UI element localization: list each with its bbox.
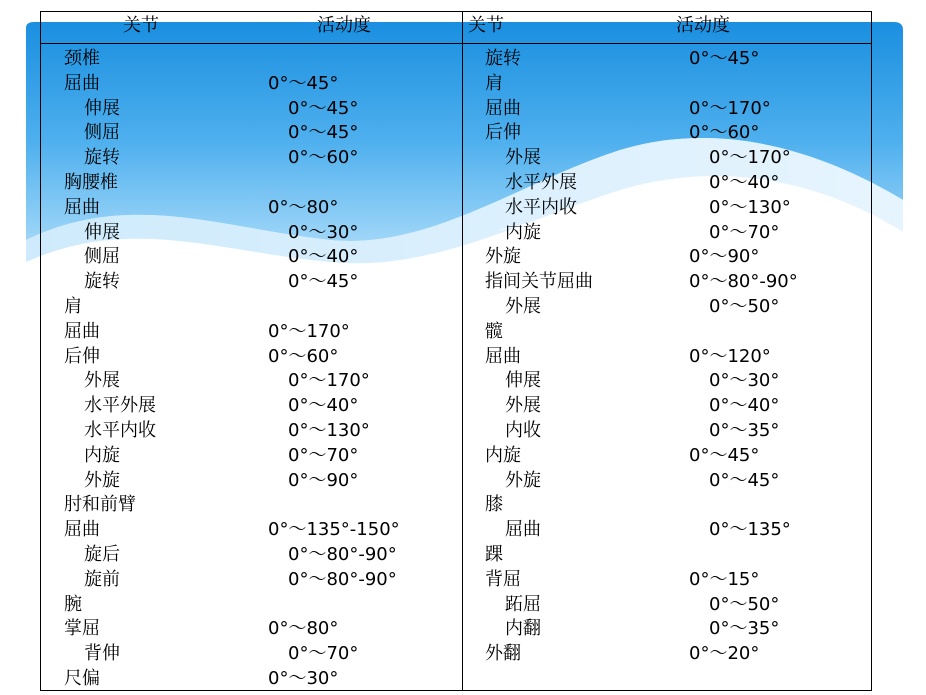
range-of-motion-value: 0°～80° bbox=[268, 618, 339, 640]
range-of-motion-value: 0°～90° bbox=[288, 469, 359, 491]
range-of-motion-value: 0°～45° bbox=[288, 271, 359, 293]
range-of-motion-value: 0°～80°-90° bbox=[288, 544, 397, 565]
range-of-motion-value: 0°～135°-150° bbox=[268, 519, 400, 541]
range-of-motion-value: 0°～50° bbox=[709, 296, 780, 317]
joint-motion-name: 水平内收 bbox=[84, 420, 156, 441]
joint-motion-name: 侧屈 bbox=[84, 246, 120, 268]
joint-motion-name: 肩 bbox=[64, 296, 82, 317]
joint-motion-name: 屈曲 bbox=[485, 345, 521, 367]
joint-motion-name: 水平外展 bbox=[84, 395, 156, 417]
range-of-motion-value: 0°～130° bbox=[709, 196, 791, 218]
joint-motion-name: 掌屈 bbox=[64, 618, 100, 640]
joint-motion-name: 髋 bbox=[485, 320, 503, 342]
range-of-motion-value: 0°～45° bbox=[709, 469, 780, 491]
joint-motion-name: 腕 bbox=[64, 593, 82, 615]
joint-motion-name: 外展 bbox=[505, 395, 541, 417]
range-of-motion-value: 0°～30° bbox=[268, 668, 339, 689]
header-joint-right: 关节 bbox=[468, 15, 504, 36]
joint-motion-name: 膝 bbox=[485, 494, 503, 516]
joint-motion-name: 肩 bbox=[485, 72, 503, 94]
header-range-left: 活动度 bbox=[317, 15, 371, 36]
range-of-motion-value: 0°～30° bbox=[288, 221, 359, 243]
joint-motion-name: 旋后 bbox=[84, 544, 120, 565]
joint-motion-name: 背伸 bbox=[84, 643, 120, 665]
range-of-motion-value: 0°～40° bbox=[709, 172, 780, 193]
joint-motion-name: 内翻 bbox=[505, 618, 541, 640]
joint-motion-name: 旋转 bbox=[485, 48, 521, 69]
joint-motion-name: 屈曲 bbox=[505, 519, 541, 541]
joint-motion-name: 屈曲 bbox=[64, 196, 100, 218]
range-of-motion-value: 0°～70° bbox=[288, 643, 359, 665]
range-of-motion-value: 0°～35° bbox=[709, 618, 780, 640]
range-of-motion-value: 0°～120° bbox=[689, 345, 771, 367]
joint-motion-name: 屈曲 bbox=[64, 519, 100, 541]
joint-motion-name: 屈曲 bbox=[64, 72, 100, 94]
range-of-motion-value: 0°～170° bbox=[689, 97, 771, 119]
range-of-motion-value: 0°～170° bbox=[709, 147, 791, 169]
joint-motion-name: 内旋 bbox=[84, 444, 120, 466]
range-of-motion-value: 0°～70° bbox=[709, 221, 780, 243]
joint-motion-name: 伸展 bbox=[505, 370, 541, 392]
joint-motion-name: 伸展 bbox=[84, 97, 120, 119]
range-of-motion-value: 0°～60° bbox=[288, 147, 359, 169]
joint-motion-name: 外展 bbox=[84, 370, 120, 392]
range-of-motion-value: 0°～80°-90° bbox=[288, 568, 397, 590]
joint-motion-name: 外旋 bbox=[84, 469, 120, 491]
range-of-motion-value: 0°～60° bbox=[689, 122, 760, 144]
range-of-motion-value: 0°～45° bbox=[689, 444, 760, 466]
joint-motion-name: 水平内收 bbox=[505, 196, 577, 218]
joint-motion-name: 肘和前臂 bbox=[64, 494, 136, 516]
joint-motion-name: 外展 bbox=[505, 147, 541, 169]
range-of-motion-value: 0°～35° bbox=[709, 420, 780, 441]
header-joint-left: 关节 bbox=[123, 15, 159, 36]
joint-motion-name: 水平外展 bbox=[505, 172, 577, 193]
range-of-motion-value: 0°～45° bbox=[689, 48, 760, 69]
joint-motion-name: 旋转 bbox=[84, 271, 120, 293]
range-of-motion-value: 0°～40° bbox=[288, 395, 359, 417]
joint-motion-name: 侧屈 bbox=[84, 122, 120, 144]
header-divider bbox=[41, 43, 871, 44]
range-of-motion-value: 0°～80°-90° bbox=[689, 271, 798, 293]
joint-motion-name: 跖屈 bbox=[505, 593, 541, 615]
range-of-motion-value: 0°～90° bbox=[689, 246, 760, 268]
header-range-right: 活动度 bbox=[676, 15, 730, 36]
range-of-motion-value: 0°～130° bbox=[288, 420, 370, 441]
joint-motion-name: 内旋 bbox=[505, 221, 541, 243]
range-of-motion-value: 0°～135° bbox=[709, 519, 791, 541]
joint-motion-name: 外旋 bbox=[505, 469, 541, 491]
joint-motion-name: 颈椎 bbox=[64, 48, 100, 69]
range-of-motion-value: 0°～40° bbox=[288, 246, 359, 268]
joint-motion-name: 后伸 bbox=[64, 345, 100, 367]
column-divider bbox=[462, 12, 463, 690]
range-of-motion-value: 0°～170° bbox=[268, 320, 350, 342]
range-of-motion-value: 0°～45° bbox=[288, 97, 359, 119]
joint-motion-name: 外旋 bbox=[485, 246, 521, 268]
joint-motion-name: 屈曲 bbox=[485, 97, 521, 119]
range-of-motion-value: 0°～45° bbox=[288, 122, 359, 144]
joint-motion-name: 外展 bbox=[505, 296, 541, 317]
joint-motion-name: 踝 bbox=[485, 544, 503, 565]
range-of-motion-value: 0°～15° bbox=[689, 568, 760, 590]
joint-motion-name: 尺偏 bbox=[64, 668, 100, 689]
range-of-motion-value: 0°～20° bbox=[689, 643, 760, 665]
joint-motion-name: 旋前 bbox=[84, 568, 120, 590]
range-of-motion-value: 0°～45° bbox=[268, 72, 339, 94]
joint-motion-name: 后伸 bbox=[485, 122, 521, 144]
joint-motion-name: 胸腰椎 bbox=[64, 172, 118, 193]
joint-motion-name: 伸展 bbox=[84, 221, 120, 243]
joint-motion-name: 外翻 bbox=[485, 643, 521, 665]
range-of-motion-value: 0°～170° bbox=[288, 370, 370, 392]
joint-motion-name: 内旋 bbox=[485, 444, 521, 466]
joint-motion-name: 内收 bbox=[505, 420, 541, 441]
range-of-motion-value: 0°～50° bbox=[709, 593, 780, 615]
range-of-motion-value: 0°～60° bbox=[268, 345, 339, 367]
range-of-motion-value: 0°～30° bbox=[709, 370, 780, 392]
range-of-motion-value: 0°～80° bbox=[268, 196, 339, 218]
joint-motion-name: 背屈 bbox=[485, 568, 521, 590]
joint-motion-name: 指间关节屈曲 bbox=[485, 271, 593, 293]
joint-motion-name: 屈曲 bbox=[64, 320, 100, 342]
range-of-motion-value: 0°～40° bbox=[709, 395, 780, 417]
range-of-motion-value: 0°～70° bbox=[288, 444, 359, 466]
joint-motion-name: 旋转 bbox=[84, 147, 120, 169]
